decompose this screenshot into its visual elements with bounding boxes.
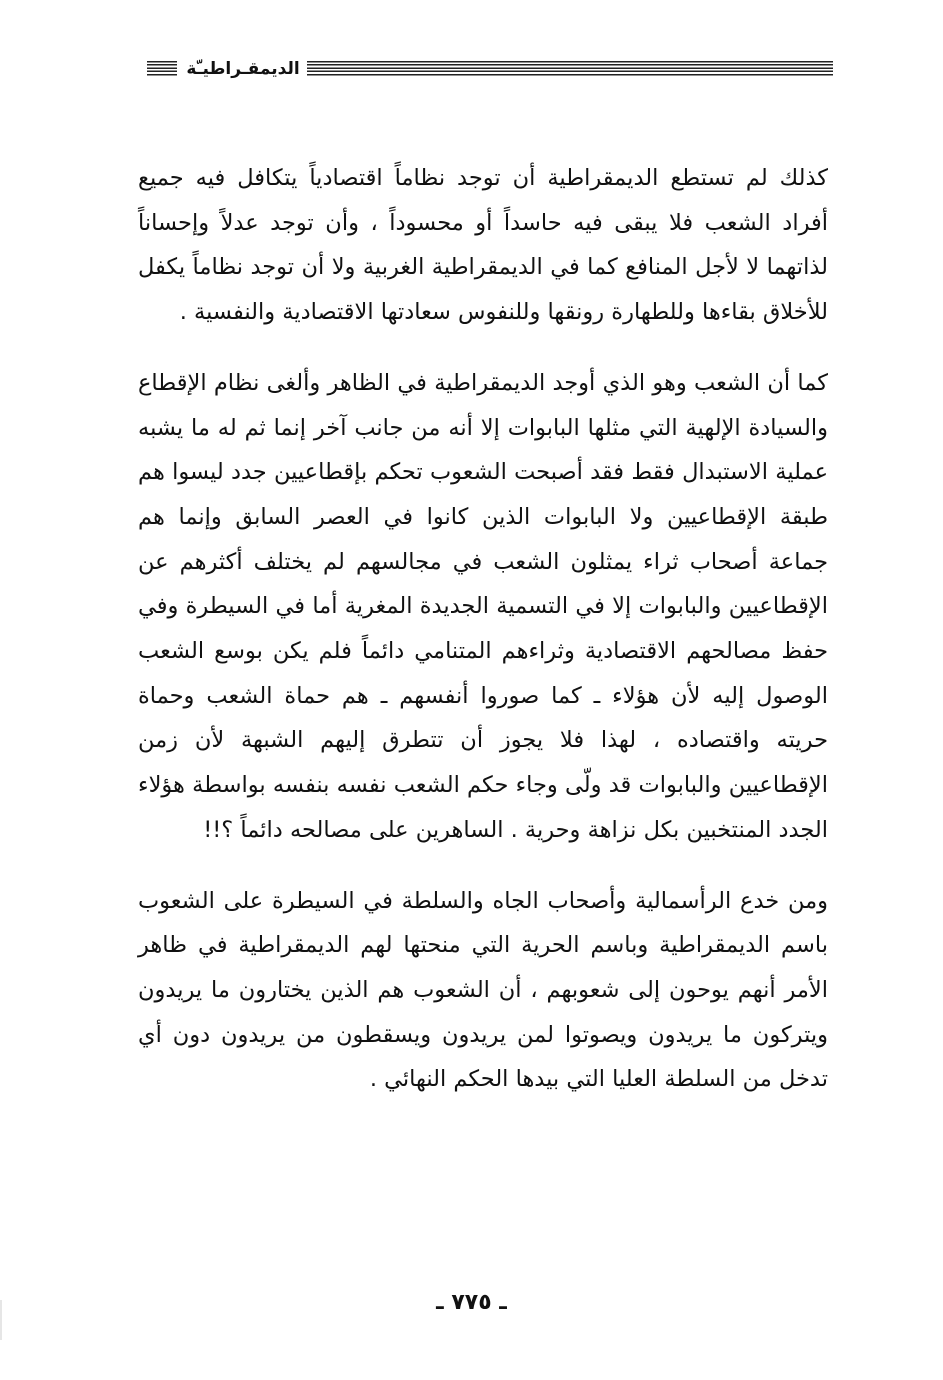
- scan-margin-mark: [0, 1300, 2, 1340]
- paragraph-2: كما أن الشعب وهو الذي أوجد الديمقراطية في الظاهر وألغى نظام الإقطاع والسيادة الإلهية التي مثلها البابوات إلا أنه من جانب آخر إنما ثم له ما يشبه عملية الاستبدال فقط فقد أصبحت الشعوب تحكم بإقطاعيين جدد ليسوا هم طبقة الإقطاعيين ولا البابوات الذين كانوا في العصر السابق وإنما هم جماعة أصحاب ثراء يمثلون الشعب في مجالسهم لم يختلف أكثرهم عن الإقطاعيين والبابوات إلا في التسمية الجديدة المغرية أما في السيطرة وفي حفظ مصالحهم الاقتصادية وثراءهم المتنامي دائماً فلم يكن بوسع الشعب الوصول إليه لأن هؤلاء ـ كما صوروا أنفسهم ـ هم حماة الشعب وحماة حريته واقتصاده ، لهذا فلا يجوز أن تتطرق إليهم الشبهة لأن زمن الإقطاعيين والبابوات قد ولّى وجاء حكم الشعب نفسه بنفسه بواسطة هؤلاء الجدد المنتخبين بكل نزاهة وحرية . الساهرين على مصالحه دائماً ؟!!: [138, 369, 828, 843]
- page-number: ـ ٧٧٥ ـ: [436, 1290, 507, 1315]
- paragraph-3: ومن خدع الرأسمالية وأصحاب الجاه والسلطة في السيطرة على الشعوب باسم الديمقراطية وباسم الحرية التي منحتها لهم الديمقراطية في ظاهر الأمر أنهم يوحون إلى شعوبهم ، أن الشعوب هم الذين يختارون ما يريدون ويتركون ما يريدون ويصوتوا لمن يريدون ويسقطون من يريدون دون أي تدخل من السلطة العليا التي بيدها الحكم النهائي .: [138, 887, 828, 1093]
- running-title: الديمقـراطيـّة: [186, 59, 300, 79]
- header-rule-left: [147, 61, 177, 77]
- body-text: [138, 156, 828, 1128]
- header-rule-right: [307, 61, 833, 77]
- paragraph-1: كذلك لم تستطع الديمقراطية أن توجد نظاماً اقتصادياً يتكافل فيه جميع أفراد الشعب فلا يبقى فيه حاسداً أو محسوداً ، وأن توجد عدلاً وإحساناً لذاتهما لا لأجل المنافع كما في الديمقراطية الغربية ولا أن توجد نظاماً يكفل للأخلاق بقاءها وللطهارة رونقها وللنفوس سعادتها الاقتصادية والنفسية .: [138, 165, 828, 326]
- running-header: [147, 56, 833, 82]
